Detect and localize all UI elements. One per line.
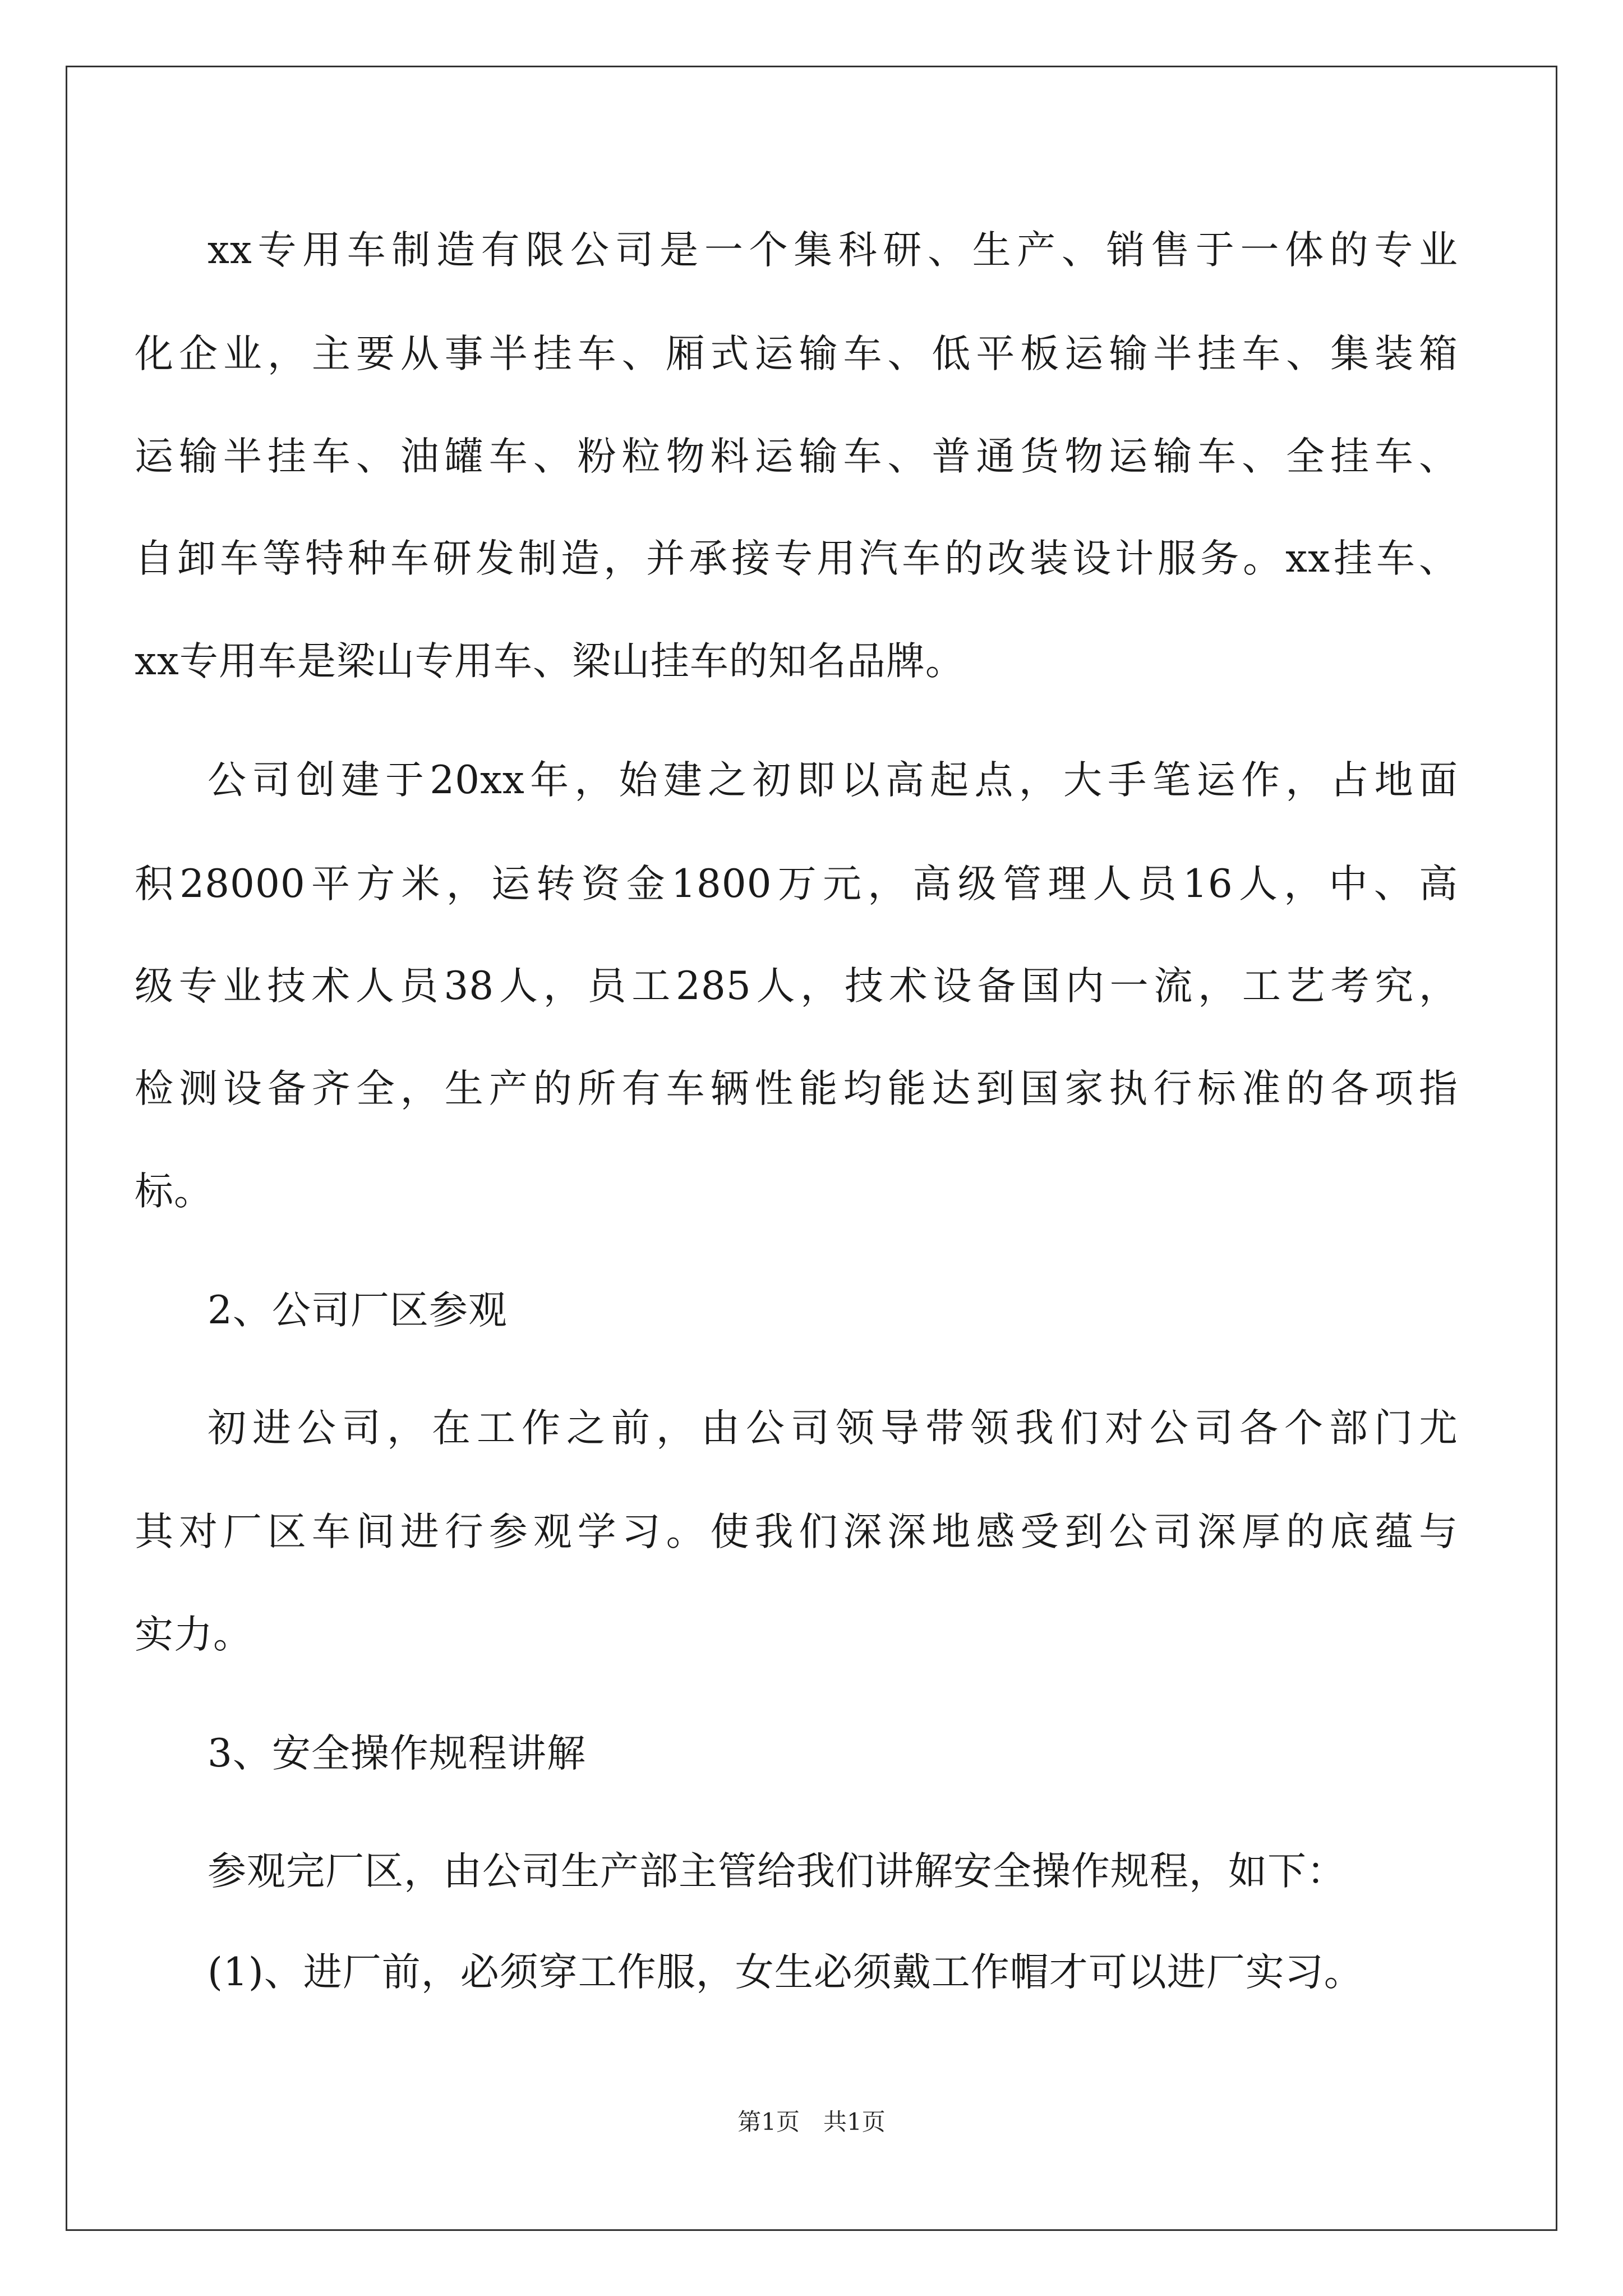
section-heading: 3、安全操作规程讲解 — [208, 1731, 586, 1776]
page-border — [66, 66, 1557, 2231]
text-line: 参观完厂区，由公司生产部主管给我们讲解安全操作规程，如下： — [208, 1849, 1346, 1894]
text-line: xx专用车制造有限公司是一个集科研、生产、销售于一体的专业 — [208, 228, 1458, 273]
text-line: 实力。 — [135, 1612, 252, 1657]
text-line: 自卸车等特种车研发制造，并承接专用汽车的改装设计服务。xx挂车、 — [135, 536, 1458, 581]
text-line: 标。 — [135, 1169, 213, 1214]
text-line: 化企业，主要从事半挂车、厢式运输车、低平板运输半挂车、集装箱 — [135, 332, 1458, 376]
text-line: 公司创建于20xx年，始建之初即以高起点，大手笔运作，占地面 — [208, 758, 1458, 803]
text-line: 检测设备齐全，生产的所有车辆性能均能达到国家执行标准的各项指 — [135, 1066, 1458, 1111]
text-line: 初进公司，在工作之前，由公司领导带领我们对公司各个部门尤 — [208, 1406, 1458, 1451]
text-line: 其对厂区车间进行参观学习。使我们深深地感受到公司深厚的底蕴与 — [135, 1510, 1458, 1554]
text-line: xx专用车是梁山专用车、梁山挂车的知名品牌。 — [135, 639, 965, 684]
text-line: (1)、进厂前，必须穿工作服，女生必须戴工作帽才可以进厂实习。 — [208, 1950, 1363, 1995]
section-heading: 2、公司厂区参观 — [208, 1288, 508, 1333]
text-line: 级专业技术人员38人，员工285人，技术设备国内一流，工艺考究， — [135, 964, 1458, 1009]
text-line: 积28000平方米，运转资金1800万元，高级管理人员16人，中、高 — [135, 862, 1458, 907]
page-number-footer: 第1页 共1页 — [737, 2108, 886, 2136]
text-line: 运输半挂车、油罐车、粉粒物料运输车、普通货物运输车、全挂车、 — [135, 434, 1458, 479]
